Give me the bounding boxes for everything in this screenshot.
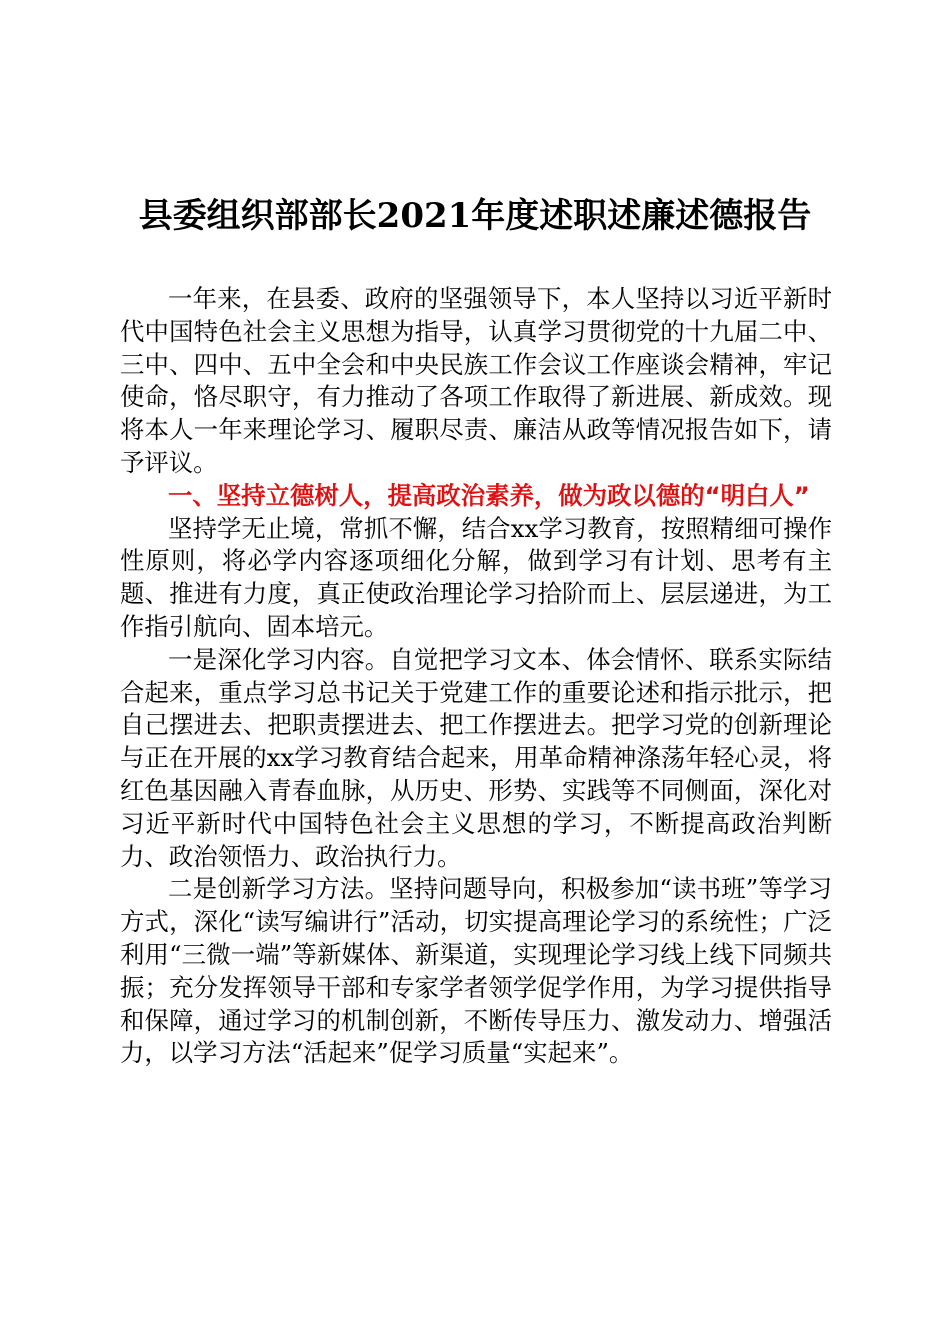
paragraph-section-1-intro: 坚持学无止境，常抓不懈，结合xx学习教育，按照精细可操作性原则，将必学内容逐项细化分解，做到学习有计划、思考有主题、推进有力度，真正使政治理论学习拾阶而上、层层递进，为工作指引航向、固本培元。	[120, 513, 832, 641]
paragraph-innovate-methods: 二是创新学习方法。坚持问题导向，积极参加“读书班”等学习方式，深化“读写编讲行”活动，切实提高理论学习的系统性；广泛利用“三微一端”等新媒体、新渠道，实现理论学习线上线下同频共振；充分发挥领导干部和专家学者领学促学作用，为学习提供指导和保障，通过学习的机制创新，不断传导压力、激发动力、增强活力，以学习方法“活起来”促学习质量“实起来”。	[120, 874, 832, 1068]
document-title: 县委组织部部长2021年度述职述廉述德报告	[138, 196, 812, 236]
paragraph-deepen-learning: 一是深化学习内容。自觉把学习文本、体会情怀、联系实际结合起来，重点学习总书记关于党建工作的重要论述和指示批示，把自己摆进去、把职责摆进去、把工作摆进去。把学习党的创新理论与正在开展的xx学习教育结合起来，用革命精神涤荡年轻心灵，将红色基因融入青春血脉，从历史、形势、实践等不同侧面，深化对习近平新时代中国特色社会主义思想的学习，不断提高政治判断力、政治领悟力、政治执行力。	[120, 644, 832, 871]
document-body	[120, 283, 832, 1070]
paragraph-intro: 一年来，在县委、政府的坚强领导下，本人坚持以习近平新时代中国特色社会主义思想为指导，认真学习贯彻党的十九届二中、三中、四中、五中全会和中央民族工作会议工作座谈会精神，牢记使命，恪尽职守，有力推动了各项工作取得了新进展、新成效。现将本人一年来理论学习、履职尽责、廉洁从政等情况报告如下，请予评议。	[120, 284, 832, 477]
section-heading-1: 一、坚持立德树人，提高政治素养，做为政以德的“明白人”	[168, 480, 810, 510]
